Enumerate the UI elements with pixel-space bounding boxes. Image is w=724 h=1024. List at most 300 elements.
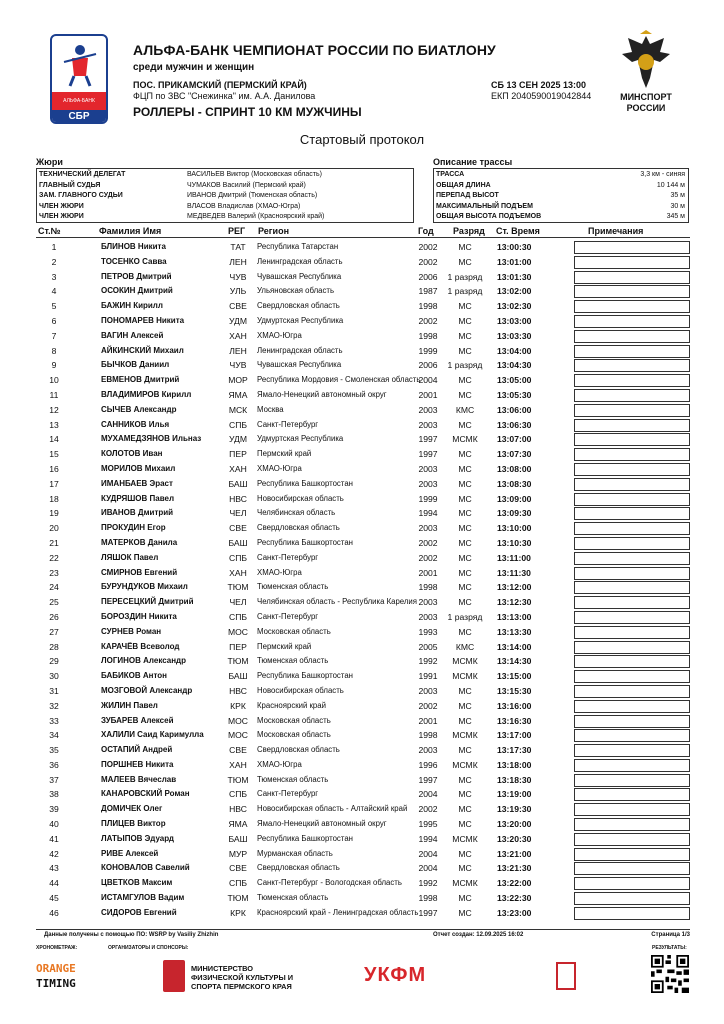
cell-year: 1992 [418, 656, 438, 667]
cell-time: 13:10:30 [497, 537, 532, 548]
cell-num: 29 [49, 656, 59, 667]
cell-num: 6 [51, 315, 57, 326]
jury-person: ВЛАСОВ Владислав (ХМАО-Югра) [187, 202, 301, 210]
cell-region: Ульяновская область [257, 286, 335, 296]
cell-num: 8 [51, 345, 57, 356]
cell-name: ЗУБАРЕВ Алексей [101, 715, 174, 725]
cell-reg: СВЕ [229, 523, 247, 534]
cell-reg: ЛЕН [229, 256, 247, 267]
table-row [0, 270, 724, 285]
minsport-line1: МИНСПОРТ [620, 92, 672, 102]
cell-name: ПЛИЦЕВ Виктор [101, 819, 166, 829]
page-number: Страница 1/3 [651, 932, 690, 938]
track-value: 345 м [666, 213, 685, 221]
track-key: ОБЩАЯ ВЫСОТА ПОДЪЕМОВ [436, 213, 542, 221]
cell-time: 13:11:30 [497, 567, 531, 578]
cell-rank: МС [458, 552, 472, 563]
cell-region: Новосибирская область [257, 493, 344, 503]
cell-year: 1997 [418, 449, 438, 460]
cell-name: САННИКОВ Илья [101, 419, 170, 429]
orange-timing-line2: TIMING [36, 977, 76, 990]
cell-year: 1998 [418, 301, 438, 312]
note-field[interactable] [574, 833, 690, 846]
cell-num: 38 [49, 789, 59, 800]
cell-reg: ТАТ [230, 242, 246, 252]
cell-region: Мурманская область [257, 848, 333, 858]
table-row [0, 861, 724, 876]
cell-region: ХМАО-Югра [257, 567, 302, 577]
cell-name: СМИРНОВ Евгений [101, 567, 178, 577]
cell-year: 2003 [418, 463, 438, 474]
cell-year: 2003 [418, 419, 438, 430]
cell-year: 2003 [418, 597, 438, 608]
cell-reg: ТЮМ [227, 893, 249, 904]
table-row [0, 714, 724, 729]
cell-rank: МС [458, 700, 472, 711]
cell-num: 33 [49, 715, 59, 726]
note-field[interactable] [574, 655, 690, 668]
table-row [0, 551, 724, 566]
perm-ministry-text: МИНИСТЕРСТВО ФИЗИЧЕСКОЙ КУЛЬТУРЫ И СПОРТА ПЕРМСКОГО КРАЯ [191, 964, 294, 991]
note-field[interactable] [574, 803, 690, 816]
cell-num: 24 [49, 582, 59, 593]
cell-year: 2002 [418, 552, 438, 563]
cell-name: ПЕТРОВ Дмитрий [101, 271, 172, 281]
table-row [0, 344, 724, 359]
cell-time: 13:21:30 [497, 863, 532, 874]
cell-reg: МУР [228, 848, 248, 859]
cell-time: 13:12:30 [497, 597, 532, 608]
cell-time: 13:00:30 [497, 242, 532, 252]
cell-num: 16 [49, 463, 59, 474]
logo-band: АЛЬФА-БАНК [52, 92, 106, 110]
cell-year: 1991 [418, 671, 438, 682]
cell-year: 2003 [418, 745, 438, 756]
cell-num: 37 [49, 774, 59, 785]
cell-reg: БАШ [228, 671, 248, 682]
note-field[interactable] [574, 433, 690, 446]
cell-name: СИДОРОВ Евгений [101, 907, 177, 917]
note-field[interactable] [574, 818, 690, 831]
cell-year: 2002 [418, 256, 438, 267]
table-row [0, 521, 724, 536]
cell-year: 2003 [418, 404, 438, 415]
cell-region: Свердловская область [257, 863, 340, 873]
cell-rank: МСМК [452, 434, 478, 445]
cell-year: 2001 [418, 389, 438, 400]
cell-time: 13:13:00 [497, 611, 532, 622]
cell-name: БАЖИН Кирилл [101, 301, 163, 311]
track-table [433, 168, 689, 223]
cell-rank: МС [458, 301, 472, 312]
note-field[interactable] [574, 670, 690, 683]
cell-time: 13:09:00 [497, 493, 532, 504]
cell-time: 13:03:30 [497, 330, 532, 341]
cell-year: 1997 [418, 434, 438, 445]
cell-rank: МСМК [452, 671, 478, 682]
note-field[interactable] [574, 700, 690, 713]
cell-rank: МС [458, 242, 472, 252]
cell-name: МОРИЛОВ Михаил [101, 463, 176, 473]
note-field[interactable] [574, 611, 690, 624]
cell-region: Удмуртская Республика [257, 434, 344, 444]
cell-time: 13:08:00 [497, 463, 532, 474]
cell-reg: УЛЬ [229, 286, 247, 297]
cell-reg: ТЮМ [227, 774, 249, 785]
cell-time: 13:20:30 [497, 833, 532, 844]
cell-num: 25 [49, 597, 59, 608]
cell-name: БОРОЗДИН Никита [101, 611, 177, 621]
note-field[interactable] [574, 685, 690, 698]
table-row [0, 462, 724, 477]
cell-region: Новосибирская область - Алтайский край [257, 804, 408, 814]
cell-region: Республика Мордовия - Смоленская область [257, 375, 421, 385]
cell-name: ТОСЕНКО Савва [101, 256, 167, 266]
cell-year: 2004 [418, 848, 438, 859]
jury-row [37, 170, 413, 180]
cell-reg: ХАН [229, 567, 247, 578]
cell-year: 1999 [418, 493, 438, 504]
cell-region: Тюменская область [257, 774, 329, 784]
cell-time: 13:18:00 [497, 759, 532, 770]
cell-time: 13:12:00 [497, 582, 532, 593]
cell-rank: МСМК [452, 759, 478, 770]
cell-num: 18 [49, 493, 59, 504]
table-row [0, 876, 724, 891]
cell-region: Челябинская область - Республика Карелия [257, 597, 417, 607]
cell-region: Чувашская Республика [257, 360, 342, 370]
note-field[interactable] [574, 285, 690, 298]
track-label: Описание трассы [433, 157, 513, 167]
cell-year: 1997 [418, 907, 438, 918]
note-field[interactable] [574, 419, 690, 432]
note-field[interactable] [574, 522, 690, 535]
cell-rank: МС [458, 463, 472, 474]
table-row [0, 832, 724, 847]
cell-time: 13:22:30 [497, 893, 532, 904]
cell-num: 30 [49, 671, 59, 682]
table-row [0, 728, 724, 743]
table-row [0, 314, 724, 329]
table-row [0, 817, 724, 832]
jury-role: ТЕХНИЧЕСКИЙ ДЕЛЕГАТ [39, 171, 126, 178]
double-eagle-icon [620, 30, 672, 92]
note-field[interactable] [574, 507, 690, 520]
cell-time: 13:17:30 [497, 745, 532, 756]
cell-reg: БАШ [228, 833, 248, 844]
cell-reg: ЧУВ [229, 360, 247, 371]
table-row [0, 891, 724, 906]
note-field[interactable] [574, 315, 690, 328]
championship-subtitle: среди мужчин и женщин [133, 62, 255, 73]
col-time: Ст. Время [496, 226, 540, 236]
cell-num: 43 [49, 863, 59, 874]
cell-time: 13:16:30 [497, 715, 532, 726]
col-rank: Разряд [453, 226, 485, 236]
table-row [0, 640, 724, 655]
cell-num: 44 [49, 878, 59, 889]
cell-reg: БАШ [228, 537, 248, 548]
cell-time: 13:15:30 [497, 685, 532, 696]
cell-reg: ПЕР [229, 449, 247, 460]
cell-time: 13:06:30 [497, 419, 532, 430]
jury-person: ВАСИЛЬЕВ Виктор (Московская область) [187, 171, 322, 178]
cell-rank: КМС [455, 641, 475, 652]
cell-name: ВЛАДИМИРОВ Кирилл [101, 389, 192, 399]
note-field[interactable] [574, 241, 690, 254]
cell-name: АЙКИНСКИЙ Михаил [101, 345, 184, 355]
note-field[interactable] [574, 300, 690, 313]
track-row [434, 181, 688, 191]
note-field[interactable] [574, 537, 690, 550]
note-field[interactable] [574, 389, 690, 402]
cell-name: ИВАНОВ Дмитрий [101, 508, 174, 518]
cell-rank: МС [458, 685, 472, 696]
cell-time: 13:09:30 [497, 508, 532, 519]
cell-region: Ленинградская область [257, 345, 343, 355]
note-field[interactable] [574, 715, 690, 728]
cell-time: 13:01:00 [497, 256, 532, 267]
note-field[interactable] [574, 759, 690, 772]
event-place: ПОС. ПРИКАМСКИЙ (ПЕРМСКИЙ КРАЙ) [133, 80, 307, 90]
note-field[interactable] [574, 848, 690, 861]
note-field[interactable] [574, 552, 690, 565]
note-field[interactable] [574, 448, 690, 461]
note-field[interactable] [574, 774, 690, 787]
cell-reg: УДМ [228, 315, 248, 326]
cell-region: Санкт-Петербург [257, 552, 319, 562]
cell-reg: УДМ [228, 434, 248, 445]
cell-name: ПОРШНЕВ Никита [101, 759, 174, 769]
cell-num: 39 [49, 804, 59, 815]
cell-rank: МС [458, 626, 472, 637]
note-field[interactable] [574, 862, 690, 875]
cell-reg: НВС [229, 804, 247, 815]
track-value: 3,3 км - синяя [640, 171, 685, 178]
table-row [0, 847, 724, 862]
jury-row [37, 202, 413, 212]
cell-time: 13:04:00 [497, 345, 532, 356]
crest-icon [556, 962, 576, 990]
cell-num: 3 [51, 271, 57, 282]
event-venue: ФЦП по ЗВС "Снежинка" им. А.А. Данилова [133, 91, 316, 101]
cell-name: ЕВМЕНОВ Дмитрий [101, 375, 180, 385]
table-row [0, 284, 724, 299]
qr-code-icon[interactable] [651, 955, 689, 993]
note-field[interactable] [574, 907, 690, 920]
cell-year: 2003 [418, 523, 438, 534]
note-field[interactable] [574, 256, 690, 269]
cell-rank: МС [458, 523, 472, 534]
cell-num: 22 [49, 552, 59, 563]
cell-reg: ХАН [229, 330, 247, 341]
cell-time: 13:01:30 [497, 271, 532, 282]
perm-ministry-logo [163, 960, 298, 996]
cell-reg: СПБ [228, 552, 248, 563]
orange-timing-logo [36, 961, 92, 995]
note-field[interactable] [574, 892, 690, 905]
cell-name: ЛОГИНОВ Александр [101, 656, 187, 666]
cell-num: 34 [49, 730, 59, 741]
cell-num: 45 [49, 893, 59, 904]
table-row [0, 447, 724, 462]
table-row [0, 403, 724, 418]
cell-name: БАБИКОВ Антон [101, 671, 167, 681]
cell-year: 1993 [418, 626, 438, 637]
cell-year: 1994 [418, 833, 438, 844]
note-field[interactable] [574, 626, 690, 639]
track-value: 30 м [670, 202, 685, 210]
table-row [0, 758, 724, 773]
cell-time: 13:07:00 [497, 434, 532, 445]
cell-name: ИСТАМГУЛОВ Вадим [101, 893, 185, 903]
cell-year: 1999 [418, 345, 438, 356]
cell-reg: ЯМА [228, 389, 248, 400]
cell-rank: 1 разряд [447, 286, 483, 297]
cell-rank: МС [458, 789, 472, 800]
note-field[interactable] [574, 641, 690, 654]
col-num: Ст.№ [38, 226, 61, 236]
cell-reg: ХАН [229, 759, 247, 770]
cell-year: 2005 [418, 641, 438, 652]
track-row [434, 212, 688, 222]
table-row [0, 299, 724, 314]
cell-year: 1997 [418, 774, 438, 785]
track-row [434, 202, 688, 212]
cell-year: 2002 [418, 315, 438, 326]
cell-region: Удмуртская Республика [257, 315, 344, 325]
note-field[interactable] [574, 404, 690, 417]
cell-region: Пермский край [257, 449, 312, 459]
cell-region: Тюменская область [257, 893, 329, 903]
cell-num: 31 [49, 685, 59, 696]
cell-reg: ТЮМ [227, 582, 249, 593]
table-row [0, 610, 724, 625]
table-row [0, 432, 724, 447]
cell-name: ЛЯШОК Павел [101, 552, 159, 562]
note-field[interactable] [574, 359, 690, 372]
cell-name: БЫЧКОВ Даниил [101, 360, 170, 370]
table-row [0, 255, 724, 270]
cell-name: ПРОКУДИН Егор [101, 523, 166, 533]
note-field[interactable] [574, 788, 690, 801]
note-field[interactable] [574, 478, 690, 491]
cell-reg: НВС [229, 685, 247, 696]
jury-row [37, 181, 413, 191]
cell-name: ОСТАПИЙ Андрей [101, 745, 173, 755]
cell-rank: МС [458, 567, 472, 578]
cell-name: ИМАНБАЕВ Эраст [101, 478, 173, 488]
cell-time: 13:14:00 [497, 641, 532, 652]
cell-num: 36 [49, 759, 59, 770]
cell-num: 17 [49, 478, 59, 489]
cell-rank: МС [458, 330, 472, 341]
cell-rank: МС [458, 745, 472, 756]
cell-num: 32 [49, 700, 59, 711]
cell-name: МАЛЕЕВ Вячеслав [101, 774, 177, 784]
cell-region: Тюменская область [257, 582, 329, 592]
table-row [0, 418, 724, 433]
cell-name: МОЗГОВОЙ Александр [101, 685, 193, 695]
cell-region: Ямало-Ненецкий автономный округ [257, 389, 387, 399]
note-field[interactable] [574, 493, 690, 506]
track-key: ОБЩАЯ ДЛИНА [436, 181, 491, 189]
cell-region: Московская область [257, 626, 331, 636]
note-field[interactable] [574, 877, 690, 890]
cell-time: 13:04:30 [497, 360, 532, 371]
col-name: Фамилия Имя [99, 226, 162, 236]
jury-role: ГЛАВНЫЙ СУДЬЯ [39, 181, 101, 189]
cell-name: СУРНЕВ Роман [101, 626, 162, 636]
cell-reg: ТЮМ [227, 656, 249, 667]
cell-reg: ЧУВ [229, 271, 247, 282]
cell-rank: МС [458, 256, 472, 267]
cell-time: 13:05:00 [497, 375, 532, 386]
cell-rank: МС [458, 345, 472, 356]
cell-num: 4 [51, 286, 57, 297]
cell-num: 21 [49, 537, 59, 548]
cell-rank: МС [458, 537, 472, 548]
start-list [0, 240, 724, 921]
note-field[interactable] [574, 581, 690, 594]
note-field[interactable] [574, 345, 690, 358]
cell-year: 2001 [418, 715, 438, 726]
table-row [0, 373, 724, 388]
cell-num: 20 [49, 523, 59, 534]
jury-person: МЕДВЕДЕВ Валерий (Красноярский край) [187, 213, 325, 221]
cell-num: 42 [49, 848, 59, 859]
cell-time: 13:03:00 [497, 315, 532, 326]
note-field[interactable] [574, 744, 690, 757]
note-field[interactable] [574, 567, 690, 580]
track-value: 10 144 м [656, 181, 685, 189]
cell-region: Красноярский край [257, 700, 326, 710]
cell-year: 1998 [418, 730, 438, 741]
note-field[interactable] [574, 330, 690, 343]
note-field[interactable] [574, 374, 690, 387]
cell-region: ХМАО-Югра [257, 759, 302, 769]
note-field[interactable] [574, 729, 690, 742]
cell-year: 1995 [418, 819, 438, 830]
cell-region: Ямало-Ненецкий автономный округ [257, 819, 387, 829]
cell-rank: МСМК [452, 833, 478, 844]
col-year: Год [418, 226, 434, 236]
note-field[interactable] [574, 463, 690, 476]
cell-region: Республика Башкортостан [257, 537, 353, 547]
col-note: Примечания [588, 226, 644, 236]
cell-time: 13:15:00 [497, 671, 532, 682]
cell-rank: МС [458, 893, 472, 904]
cell-year: 2003 [418, 685, 438, 696]
table-row [0, 699, 724, 714]
timing-label: ХРОНОМЕТРАЖ: [36, 945, 78, 951]
cell-rank: МС [458, 315, 472, 326]
cell-name: МАТЕРКОВ Данила [101, 537, 178, 547]
jury-role: ЗАМ. ГЛАВНОГО СУДЬИ [39, 192, 123, 200]
note-field[interactable] [574, 596, 690, 609]
cell-time: 13:02:00 [497, 286, 532, 297]
jury-row [37, 191, 413, 201]
cell-num: 11 [49, 389, 59, 400]
cell-reg: ЧЕЛ [229, 597, 247, 608]
track-key: МАКСИМАЛЬНЫЙ ПОДЪЕМ [436, 202, 533, 210]
note-field[interactable] [574, 271, 690, 284]
cell-region: ХМАО-Югра [257, 463, 302, 473]
cell-name: ЛАТЫПОВ Эдуард [101, 833, 175, 843]
cell-num: 10 [49, 375, 59, 386]
cell-reg: ЛЕН [229, 345, 247, 356]
cell-region: Новосибирская область [257, 685, 344, 695]
